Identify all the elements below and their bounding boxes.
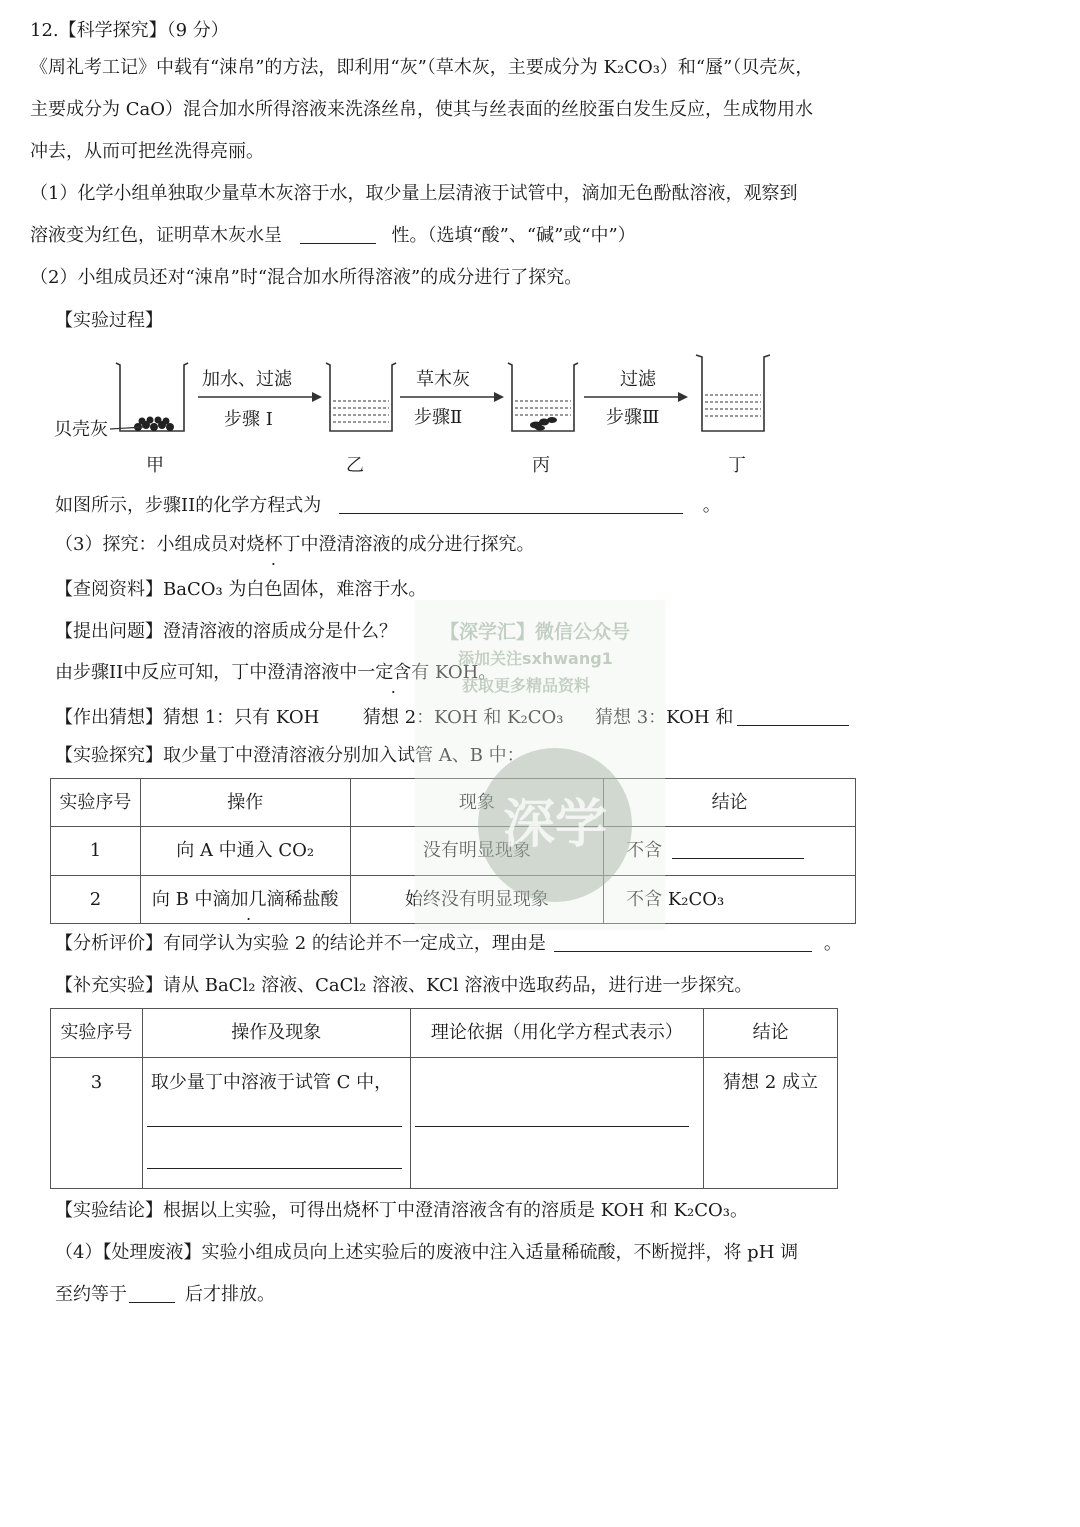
watermark-line-3: 获取更多精品资料 xyxy=(462,676,591,695)
hypothesis-3 xyxy=(595,709,849,727)
table1-row2-op-pre: 向 B 中 xyxy=(151,888,213,910)
table1-row2-operation xyxy=(140,876,350,924)
hypothesis-3-text: 猜想 3：KOH 和 xyxy=(595,707,734,728)
step3-top-label: 过滤 xyxy=(620,369,656,390)
label-bing: 丙 xyxy=(532,455,550,476)
table1-row1-observation: 没有明显现象 xyxy=(350,827,604,876)
explore-line: 【实验探究】取少量丁中澄清溶液分别加入试管 A、B 中： xyxy=(55,745,525,766)
beaker-ding xyxy=(696,355,770,431)
answer-blank-table1-row1[interactable] xyxy=(672,858,804,859)
part1-line-1: （1）化学小组单独取少量草木灰溶于水，取少量上层清液于试管中，滴加无色酚酞溶液，观察到 xyxy=(30,183,798,204)
section-experiment-process: 【实验过程】 xyxy=(55,310,163,331)
question-line: 【提出问题】澄清溶液的溶质成分是什么？ xyxy=(55,621,397,642)
arrowhead-1 xyxy=(312,392,322,402)
equation-prefix: 如图所示，步骤II的化学方程式为 xyxy=(55,495,322,516)
deduction-emphasis: 一定含有 xyxy=(357,662,430,683)
table2-operation-text: 取少量丁中溶液于试管 C 中， xyxy=(150,1072,393,1093)
answer-blank-table2-op-2[interactable] xyxy=(147,1168,402,1169)
table1-header-operation: 操作 xyxy=(140,779,350,827)
beaker-yi xyxy=(326,363,396,431)
hypothesis-2: 猜想 2：KOH 和 K₂CO₃ xyxy=(363,707,564,728)
table2-row-basis xyxy=(410,1058,704,1189)
label-jia: 甲 xyxy=(146,455,164,476)
equation-suffix: 。 xyxy=(702,495,721,516)
shell-ash-solid xyxy=(134,417,174,432)
table-row xyxy=(51,1058,838,1189)
table1-row1-conclusion xyxy=(604,827,856,876)
table1-row2-no: 2 xyxy=(51,876,141,924)
answer-blank-equation[interactable] xyxy=(339,513,683,514)
deduction-suffix: KOH。 xyxy=(429,662,497,683)
table2-header-operation: 操作及现象 xyxy=(142,1009,410,1058)
deduction-prefix: 由步骤II中反应可知，丁中澄清溶液中 xyxy=(55,662,358,683)
part3-suffix: 中澄清溶液的成分进行探究。 xyxy=(300,534,535,555)
part1-line-2 xyxy=(30,227,636,245)
intro-line-1: 《周礼考工记》中载有“涑帛”的方法，即利用“灰”（草木灰，主要成分为 K₂CO₃）和“蜃”（贝壳灰， xyxy=(30,57,814,78)
part1-suffix: 性。（选填“酸”、“碱”或“中”） xyxy=(391,225,636,246)
table2-row-conclusion: 猜想 2 成立 xyxy=(704,1058,838,1189)
table2-row-no: 3 xyxy=(51,1058,143,1189)
table1-row2-conclusion: 不含 K₂CO₃ xyxy=(604,876,856,924)
analysis-line xyxy=(55,935,842,953)
hypothesis-1: 猜想 1：只有 KOH xyxy=(163,707,320,728)
part2-line: （2）小组成员还对“涑帛”时“混合加水所得溶液”的成分进行了探究。 xyxy=(30,267,583,288)
supplementary-line: 【补充实验】请从 BaCl₂ 溶液、CaCl₂ 溶液、KCl 溶液中选取药品，进行进一步探究。 xyxy=(55,975,753,996)
precipitate-bing xyxy=(530,417,557,431)
experiment-table-1 xyxy=(50,778,856,924)
part3-line xyxy=(55,536,534,554)
liquid-bing xyxy=(515,401,571,415)
hypothesis-label: 【作出猜想】 xyxy=(55,707,163,728)
experiment-table-2 xyxy=(50,1008,838,1189)
table1-row1-conclusion-text: 不含 xyxy=(626,840,663,861)
step1-top-label: 加水、过滤 xyxy=(202,369,292,390)
label-shell-ash: 贝壳灰 xyxy=(54,419,108,440)
equation-line xyxy=(55,497,721,515)
liquid-ding xyxy=(705,395,761,416)
table2-row-operation xyxy=(142,1058,410,1189)
step3-bottom-label: 步骤Ⅲ xyxy=(606,407,660,428)
table1-header-observation: 现象 xyxy=(350,779,604,827)
table1-row1-no: 1 xyxy=(51,827,141,876)
table1-row2-op-emphasis: 滴加几滴 xyxy=(212,888,285,910)
part1-prefix: 溶液变为红色，证明草木灰水呈 xyxy=(30,225,282,246)
table-row xyxy=(51,876,856,924)
reference-line: 【查阅资料】BaCO₃ 为白色固体，难溶于水。 xyxy=(55,579,427,600)
part4-suffix: 后才排放。 xyxy=(185,1284,275,1305)
label-yi: 乙 xyxy=(346,455,364,476)
table2-header-no: 实验序号 xyxy=(51,1009,143,1058)
table2-header-basis: 理论依据（用化学方程式表示） xyxy=(410,1009,704,1058)
deduction-line xyxy=(55,664,496,682)
analysis-prefix: 【分析评价】有同学认为实验 2 的结论并不一定成立，理由是 xyxy=(55,933,546,954)
question-header: 12.【科学探究】（9 分） xyxy=(30,20,229,41)
table-row xyxy=(51,827,856,876)
table1-row1-operation: 向 A 中通入 CO₂ xyxy=(140,827,350,876)
step2-bottom-label: 步骤Ⅱ xyxy=(414,407,463,428)
intro-line-3: 冲去，从而可把丝洗得亮丽。 xyxy=(30,141,264,162)
conclusion-line: 【实验结论】根据以上实验，可得出烧杯丁中澄清溶液含有的溶质是 KOH 和 K₂CO₃。 xyxy=(55,1200,748,1221)
watermark-line-1: 【深学汇】微信公众号 xyxy=(440,621,631,643)
step2-top-label: 草木灰 xyxy=(416,369,470,390)
experiment-diagram xyxy=(50,345,790,480)
arrowhead-3 xyxy=(678,392,688,402)
answer-blank-analysis[interactable] xyxy=(554,951,812,952)
table1-header-no: 实验序号 xyxy=(51,779,141,827)
analysis-suffix: 。 xyxy=(823,933,842,954)
part4-line-2 xyxy=(55,1286,275,1304)
part3-prefix: （3）探究：小组成员对 xyxy=(55,534,247,555)
answer-blank-ph[interactable] xyxy=(129,1302,175,1303)
watermark-seal-logo: 深学 xyxy=(478,748,632,902)
part3-emphasis: 烧杯丁 xyxy=(246,534,301,555)
part4-prefix: 至约等于 xyxy=(55,1284,127,1305)
answer-blank-hypothesis-3[interactable] xyxy=(737,725,849,726)
table1-row2-op-post: 稀盐酸 xyxy=(284,888,339,910)
table2-header-conclusion: 结论 xyxy=(704,1009,838,1058)
answer-blank-table2-equation[interactable] xyxy=(415,1126,690,1127)
answer-blank-table2-op-1[interactable] xyxy=(147,1126,402,1127)
table1-header-conclusion: 结论 xyxy=(604,779,856,827)
liquid-yi xyxy=(333,401,389,422)
table1-row2-observation: 始终没有明显现象 xyxy=(350,876,604,924)
watermark-line-2: 添加关注sxhwang1 xyxy=(458,649,613,668)
label-ding: 丁 xyxy=(728,455,746,476)
answer-blank-acidity[interactable] xyxy=(300,243,376,244)
part4-line-1: （4）【处理废液】实验小组成员向上述实验后的废液中注入适量稀硫酸，不断搅拌，将 pH 调 xyxy=(55,1242,799,1263)
step1-bottom-label: 步骤 I xyxy=(224,409,273,430)
arrowhead-2 xyxy=(494,392,504,402)
intro-line-2: 主要成分为 CaO）混合加水所得溶液来洗涤丝帛，使其与丝表面的丝胶蛋白发生反应，生成物用水 xyxy=(30,99,813,120)
